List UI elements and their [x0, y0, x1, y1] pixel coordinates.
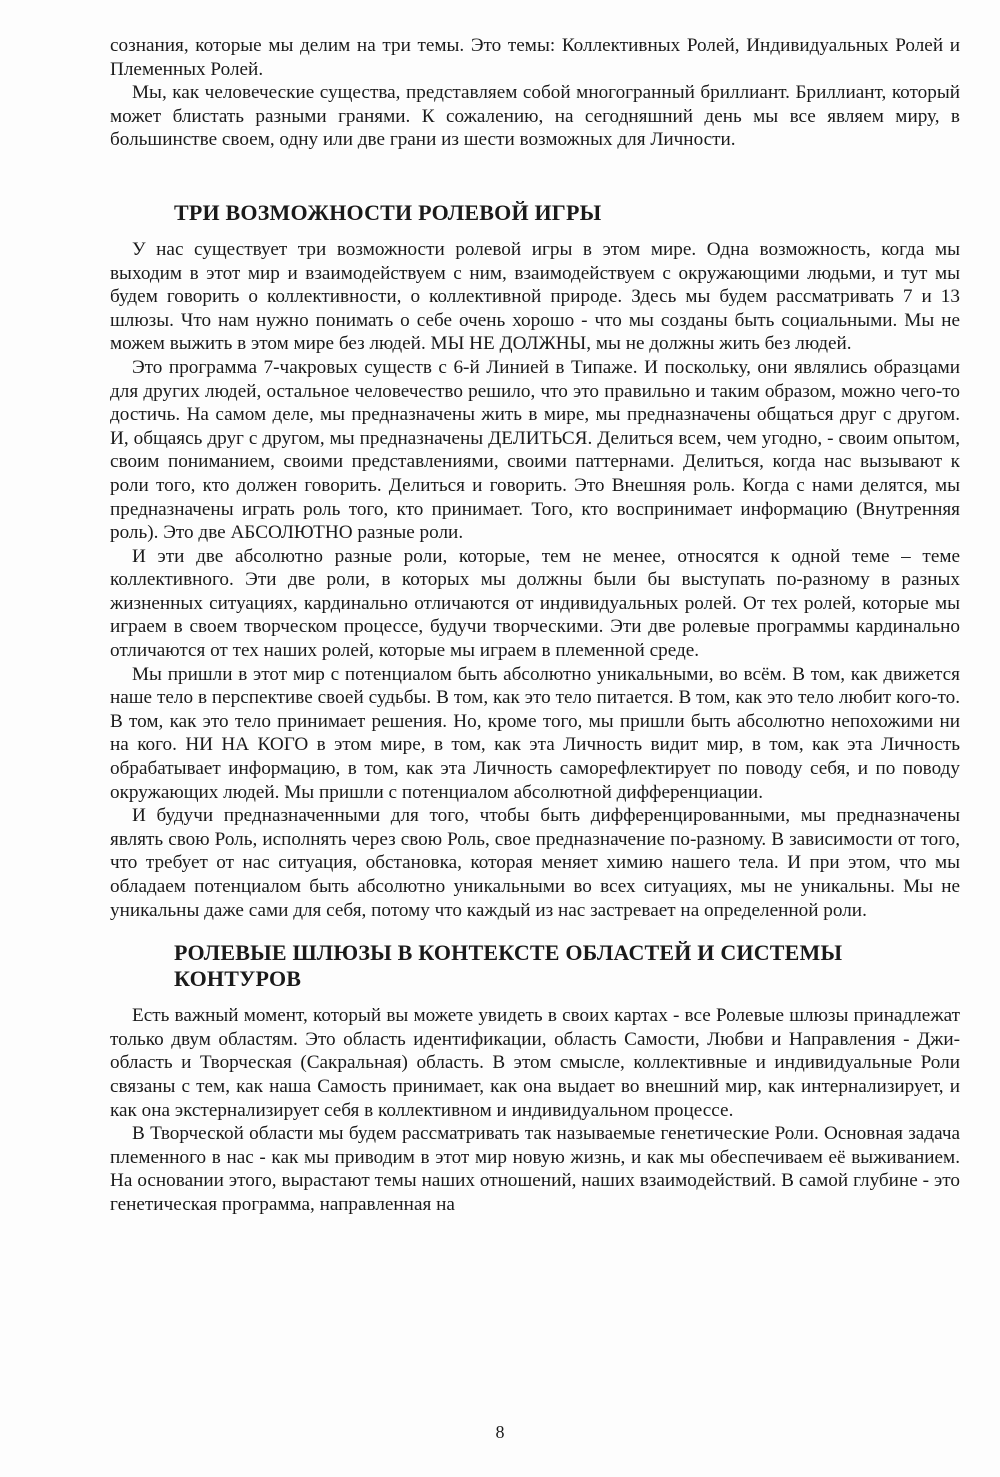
- page-number: 8: [495, 1422, 505, 1442]
- section1-paragraph-2: Это программа 7-чакровых существ с 6-й Линией в Типаже. И поскольку, они являлись образцами для других людей, остальное человечество решило, что это правильно и таким образом, можно чего-то достичь. На самом деле, мы предназначены жить в мире, мы предназначены общаться друг с другом. И, общаясь друг с другом, мы предназначены ДЕЛИТЬСЯ. Делиться всем, чем угодно, - своим опытом, своим пониманием, своими представлениями, своими паттернами. Делиться, когда нас вызывают к роли того, кто должен говорить. Делиться и говорить. Это Внешняя роль. Когда с нами делятся, мы предназначены играть роль того, кто принимает. Того, кто воспринимает информацию (Внутренняя роль). Это две АБСОЛЮТНО разные роли.: [110, 356, 960, 544]
- section-heading-role-gates: РОЛЕВЫЕ ШЛЮЗЫ В КОНТЕКСТЕ ОБЛАСТЕЙ И СИСТЕМЫ КОНТУРОВ: [174, 940, 843, 992]
- section1-paragraph-4: Мы пришли в этот мир с потенциалом быть абсолютно уникальными, во всём. В том, как движется наше тело в перспективе своей судьбы. В том, как это тело питается. В том, как это тело любит кого-то. В том, как это тело принимает решения. Но, кроме того, мы пришли быть абсолютно непохожими ни на кого. НИ НА КОГО в этом мире, в том, как эта Личность видит мир, в том, как эта Личность обрабатывает информацию, в том, как эта Личность саморефлектирует по поводу себя, и по поводу окружающих людей. Мы пришли с потенциалом абсолютной дифференциации.: [110, 663, 960, 803]
- section2-paragraph-1: Есть важный момент, который вы можете увидеть в своих картах - все Ролевые шлюзы принадлежат только двум областям. Это область идентификации, область Самости, Любви и Направления - Джи-область и Творческая (Сакральная) область. В этом смысле, коллективные и индивидуальные Роли связаны с тем, как наша Самость принимает, как она выдает во внешний мир, как интернализирует, и как она экстернализирует себя в коллективном и индивидуальном процессе.: [110, 1005, 960, 1121]
- section-heading-role-play: ТРИ ВОЗМОЖНОСТИ РОЛЕВОЙ ИГРЫ: [174, 199, 602, 225]
- intro-paragraph-1: сознания, которые мы делим на три темы. Это темы: Коллективных Ролей, Индивидуальных Ролей и Племенных Ролей.: [110, 35, 960, 80]
- document-page: [110, 34, 960, 1217]
- intro-paragraph-2: Мы, как человеческие существа, представляем собой многогранный бриллиант. Бриллиант, который может блистать разными гранями. К сожалению, на сегодняшний день мы все являем миру, в большинстве своем, одну или две грани из шести возможных для Личности.: [110, 82, 960, 151]
- section2-paragraph-2: В Творческой области мы будем рассматривать так называемые генетические Роли. Основная задача племенного в нас - как мы приводим в этот мир новую жизнь, и как мы обеспечиваем её выживанием. На основании этого, вырастают темы наших отношений, наших взаимодействий. В самой глубине - это генетическая программа, направленная на: [110, 1123, 960, 1215]
- section1-paragraph-3: И эти две абсолютно разные роли, которые, тем не менее, относятся к одной теме – теме коллективного. Эти две роли, в которых мы должны были бы выступать по-разному в разных жизненных ситуациях, кардинально отличаются от индивидуальных ролей. От тех ролей, которые мы играем в своем творческом процессе, будучи творческими. Эти две ролевые программы кардинально отличаются от тех наших ролей, которые мы играем в племенной среде.: [110, 545, 960, 662]
- section1-paragraph-5: И будучи предназначенными для того, чтобы быть дифференцированными, мы предназначены являть свою Роль, исполнять через свою Роль, свое предназначение по-разному. В зависимости от того, что требует от нас ситуация, обстановка, которая меняет химию нашего тела. И при этом, что мы обладаем потенциалом быть абсолютно уникальными во всех ситуациях, мы не уникальны. Мы не уникальны даже сами для себя, потому что каждый из нас застревает на определенной роли.: [110, 805, 960, 921]
- section1-paragraph-1: У нас существует три возможности ролевой игры в этом мире. Одна возможность, когда мы выходим в этот мир и взаимодействуем с ним, взаимодействуем с окружающими людьми, и тут мы будем говорить о коллективности, о коллективной природе. Здесь мы будем рассматривать 7 и 13 шлюзы. Что нам нужно понимать о себе очень хорошо - что мы созданы быть социальными. Мы не можем выжить в этом мире без людей. МЫ НЕ ДОЛЖНЫ, мы не должны жить без людей.: [110, 238, 960, 355]
